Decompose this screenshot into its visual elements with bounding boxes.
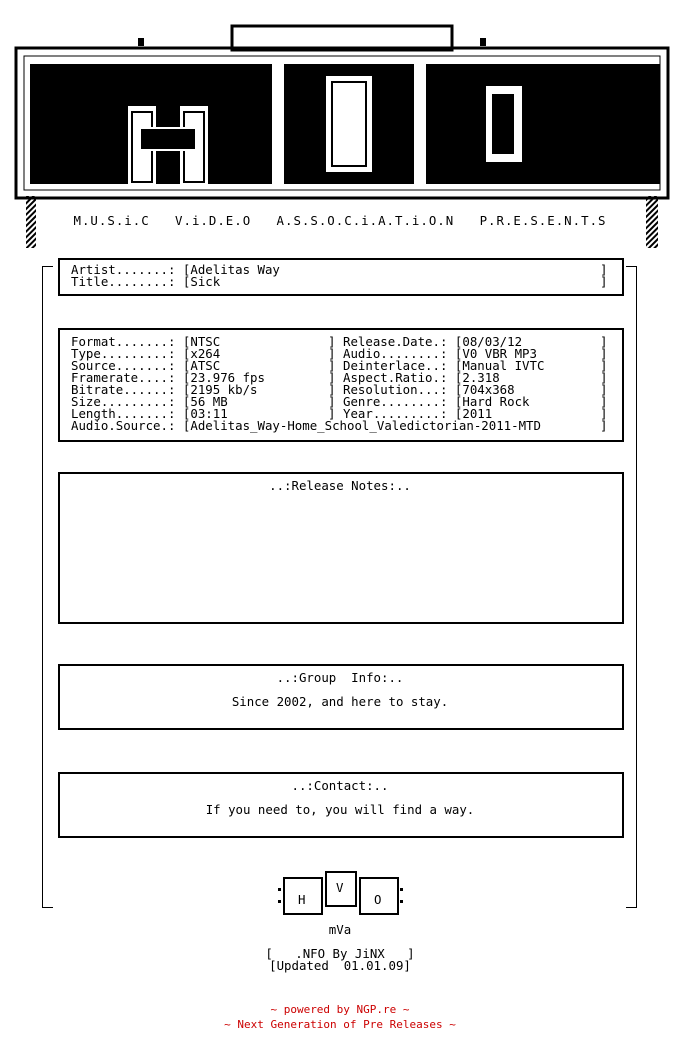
- tagline: M.U.S.i.C V.i.D.E.O A.S.S.O.C.i.A.T.i.O.N P.R.E.S.E.N.T.S: [73, 213, 607, 228]
- spec-row-format: Format.......: [NTSC: [71, 334, 221, 349]
- specs-left-close: ] ] ] ] ] ] ]: [328, 334, 336, 421]
- nfo-by: [ .NFO By JiNX ]: [265, 946, 415, 961]
- group-info-text: Since 2002, and here to stay.: [231, 694, 449, 709]
- spec-row-resolution: Resolution...: [704x368: [343, 382, 515, 397]
- footer-logo-letter-h: H: [298, 892, 306, 907]
- spec-row-release-date: Release.Date.: [08/03/12: [343, 334, 523, 349]
- contact-heading: ..:Contact:..: [291, 778, 389, 793]
- release-notes-heading: ..:Release Notes:..: [269, 478, 411, 493]
- footer-logo-letter-v: V: [336, 880, 344, 895]
- spec-row-year: Year.........: [2011: [343, 406, 493, 421]
- group-info-heading: ..:Group Info:..: [276, 670, 404, 685]
- footer-logo: [276, 870, 404, 918]
- signature: mVa: [328, 922, 352, 937]
- spec-row-aspect-ratio: Aspect.Ratio.: [2.318: [343, 370, 500, 385]
- title-value: Sick: [190, 274, 221, 289]
- spec-row-deinterlace: Deinterlace..: [Manual IVTC: [343, 358, 545, 373]
- bracket-close: ] ]: [600, 262, 608, 289]
- title-row: Title........: [Sick: [71, 274, 221, 289]
- specs-right-column: [343, 336, 544, 420]
- release-notes-box: [58, 472, 624, 624]
- next-generation-text: ~ Next Generation of Pre Releases ~: [224, 1018, 456, 1031]
- spec-row-framerate: Framerate....: [23.976 fps: [71, 370, 265, 385]
- spec-row-type: Type.........: [x264: [71, 346, 221, 361]
- specs-left-column: [71, 336, 265, 420]
- spec-row-genre: Genre........: [Hard Rock: [343, 394, 530, 409]
- contact-text: If you need to, you will find a way.: [205, 802, 475, 817]
- powered-by-link[interactable]: ~ powered by NGP.re ~: [270, 1003, 410, 1016]
- spec-row-source: Source.......: [ATSC: [71, 358, 221, 373]
- spec-row-length: Length.......: [03:11: [71, 406, 228, 421]
- footer-logo-letter-o: O: [374, 892, 382, 907]
- spec-row-size: Size.........: [56 MB: [71, 394, 228, 409]
- spec-row-audio: Audio........: [V0 VBR MP3: [343, 346, 537, 361]
- updated-date: [Updated 01.01.09]: [269, 958, 411, 973]
- artist-value: Adelitas Way: [190, 262, 280, 277]
- spec-row-audio-source: Audio.Source.: [Adelitas_Way-Home_School_Valedictorian-2011-MTD: [71, 418, 541, 433]
- artist-row: Artist.......: [Adelitas Way: [71, 262, 280, 277]
- spec-row-bitrate: Bitrate......: [2195 kb/s: [71, 382, 258, 397]
- specs-right-close: ] ] ] ] ] ] ] ]: [600, 334, 608, 433]
